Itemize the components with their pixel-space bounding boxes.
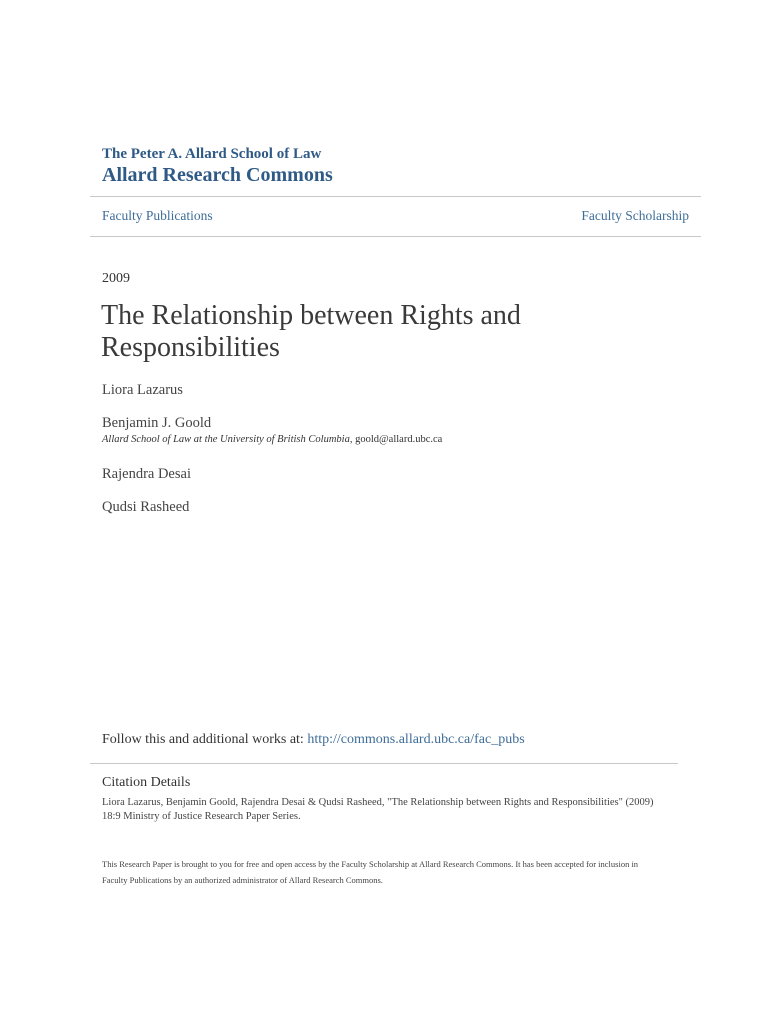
author-name: Qudsi Rasheed <box>102 499 190 515</box>
header-divider-top <box>90 196 701 197</box>
paper-title: The Relationship between Rights and Responsibilities <box>101 300 521 363</box>
repository-header <box>102 145 333 187</box>
affiliation-email[interactable]: , goold@allard.ubc.ca <box>349 434 443 445</box>
affiliation-institution: Allard School of Law at the University of British Columbia <box>102 434 350 445</box>
citation-heading: Citation Details <box>102 775 191 790</box>
follow-prefix: Follow this and additional works at: <box>102 732 308 747</box>
citation-divider <box>90 763 678 764</box>
faculty-publications-link[interactable]: Faculty Publications <box>102 208 213 223</box>
school-name[interactable]: The Peter A. Allard School of Law <box>102 146 322 162</box>
repository-name[interactable]: Allard Research Commons <box>102 164 333 186</box>
author-name: Rajendra Desai <box>102 466 191 482</box>
collection-url-link[interactable]: http://commons.allard.ubc.ca/fac_pubs <box>307 732 525 747</box>
publication-year: 2009 <box>102 271 130 286</box>
follow-line <box>102 731 525 749</box>
citation-text: Liora Lazarus, Benjamin Goold, Rajendra Desai & Qudsi Rasheed, "The Relationship between Rights and Responsibilities" (2009) 18:9 Ministry of Justice Research Paper Series. <box>102 797 654 822</box>
author-affiliation <box>102 433 442 447</box>
header-divider-bottom <box>90 236 701 237</box>
author-name: Benjamin J. Goold <box>102 415 212 431</box>
faculty-scholarship-link[interactable]: Faculty Scholarship <box>581 208 689 223</box>
access-footnote: This Research Paper is brought to you for free and open access by the Faculty Scholarship at Allard Research Commons. It has been accepted for inclusion in Faculty Publications by an authorized administrator of Allard Research Commons. <box>102 859 639 885</box>
author-name: Liora Lazarus <box>102 382 183 398</box>
